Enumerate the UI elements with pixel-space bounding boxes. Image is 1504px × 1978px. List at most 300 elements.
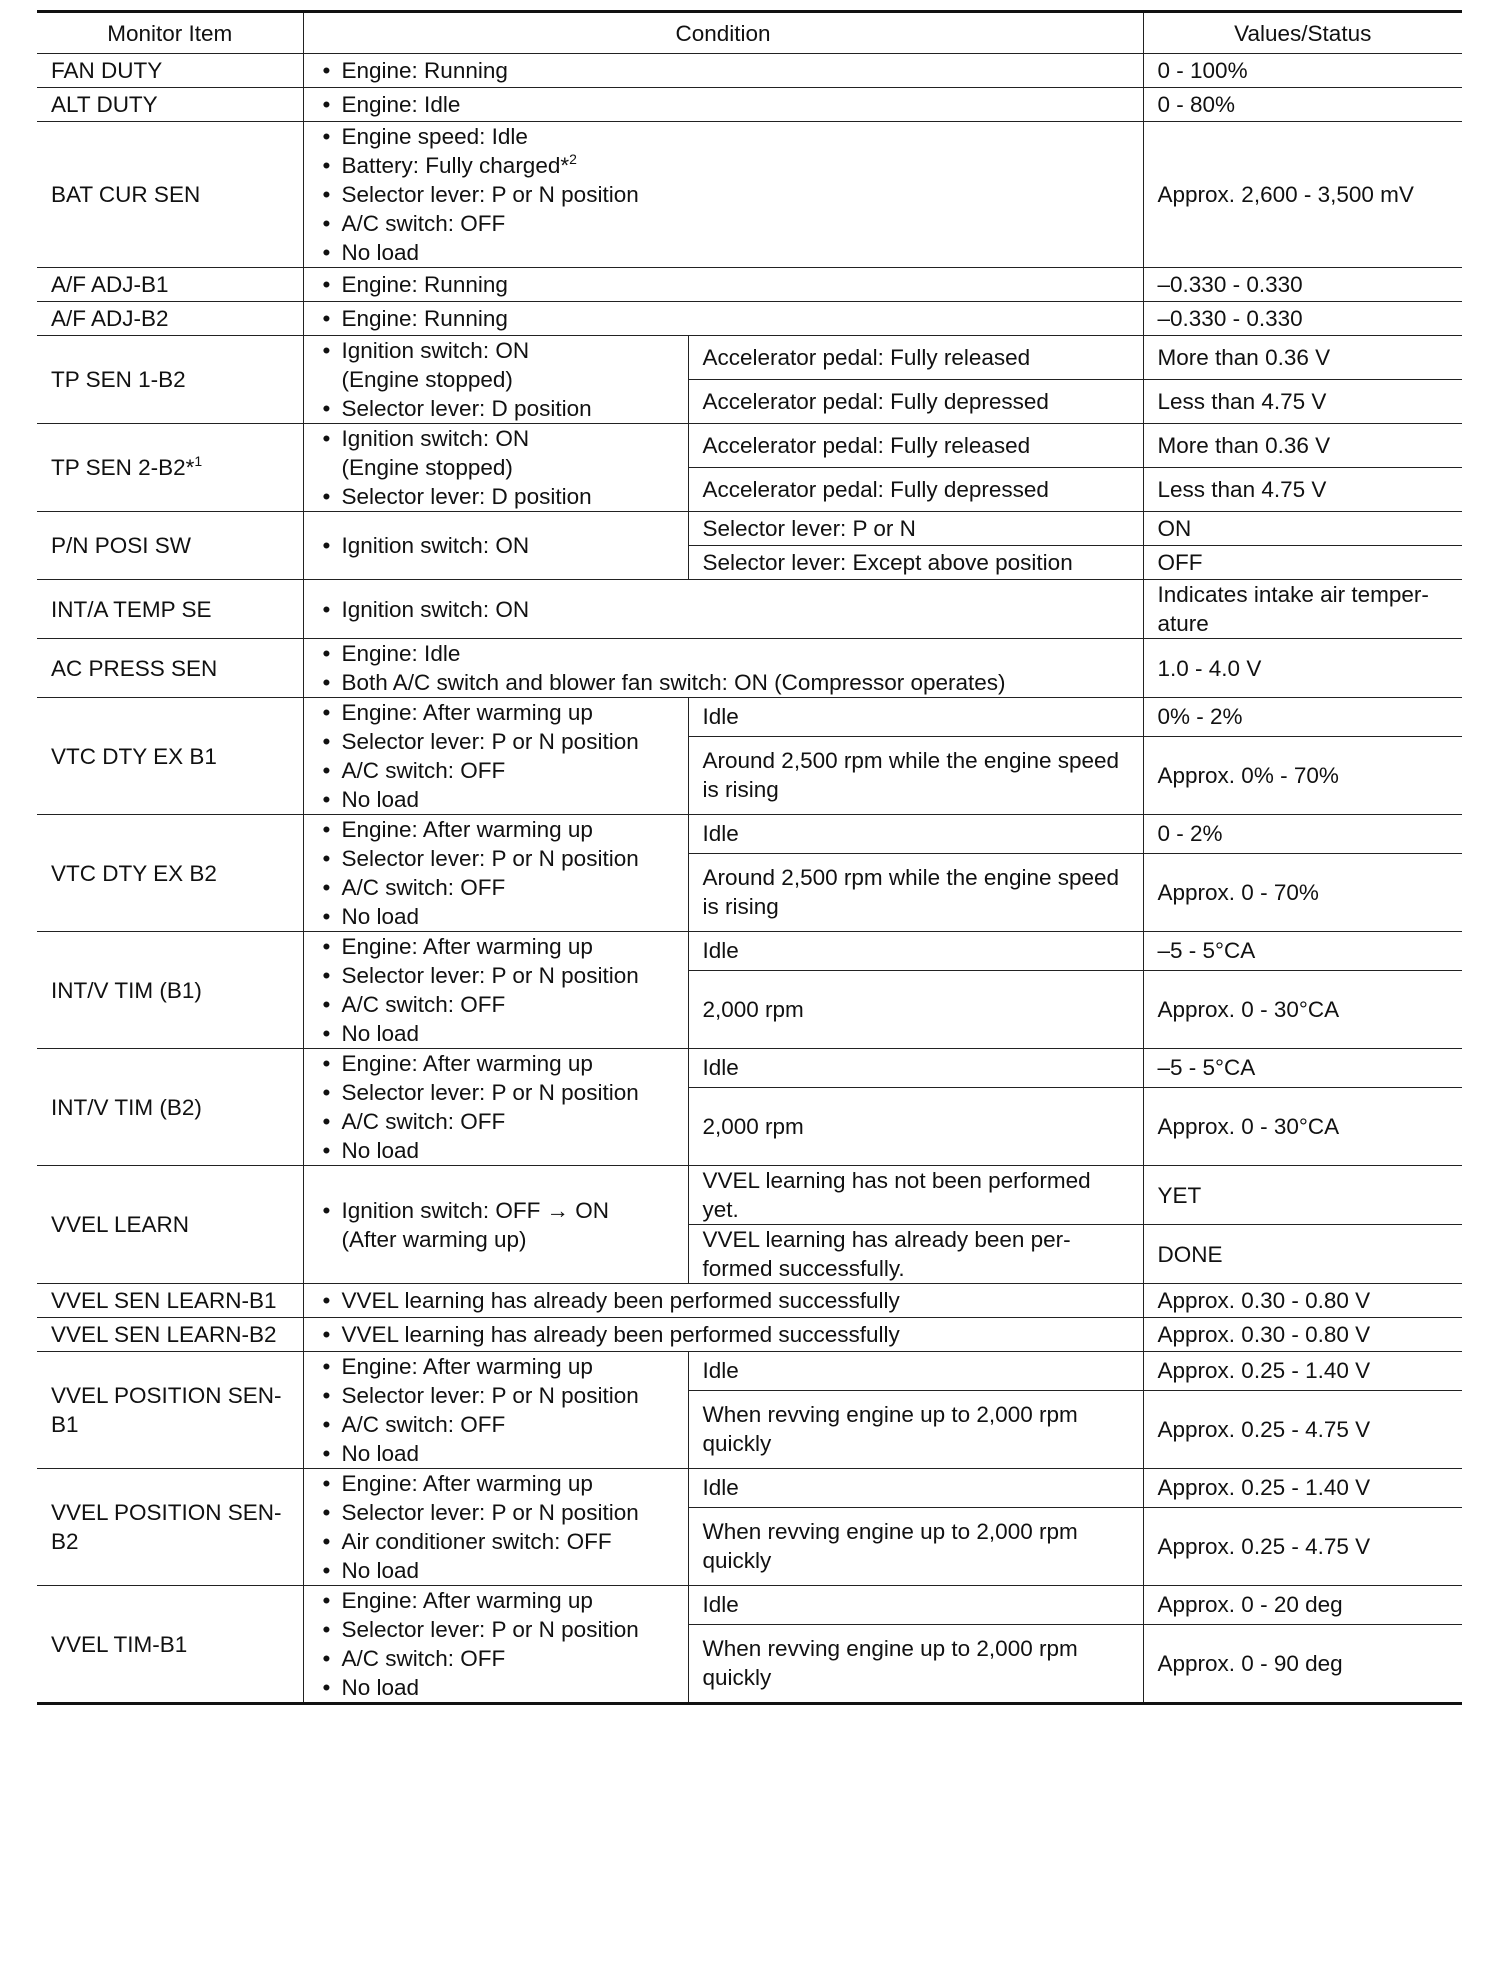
value-text: More than 0.36 V: [1157, 433, 1331, 458]
table-row: [37, 512, 1462, 546]
condition-text: Engine: After warming up: [341, 817, 593, 842]
condition-list: [318, 270, 1129, 299]
condition-text: Engine: Idle: [341, 641, 461, 666]
sub-condition-cell: [688, 970, 1143, 1048]
condition-list: [318, 304, 1129, 333]
sub-condition-text: Accelerator pedal: Fully depressed: [702, 389, 1049, 414]
sub-condition-text: Accelerator pedal: Fully depressed: [702, 477, 1049, 502]
monitor-item-cell: [37, 1284, 303, 1318]
value-cell: [1143, 88, 1462, 122]
condition-item: [318, 238, 1129, 267]
value-text: 0 - 80%: [1157, 92, 1236, 117]
table-row: [37, 424, 1462, 468]
value-text-line: ature: [1157, 611, 1209, 636]
condition-item: [318, 482, 674, 511]
condition-text: Engine: After warming up: [341, 934, 593, 959]
condition-item: [318, 727, 674, 756]
value-cell: [1143, 512, 1462, 546]
value-cell: [1143, 698, 1462, 737]
table-row: [37, 1469, 1462, 1508]
sub-condition-text-line: quickly: [702, 1665, 772, 1691]
condition-cell: [303, 1469, 688, 1586]
condition-text: No load: [341, 1675, 420, 1700]
value-text: Approx. 0.25 - 4.75 V: [1157, 1533, 1371, 1559]
condition-list: [318, 122, 1129, 267]
condition-cell: [303, 302, 1143, 336]
condition-list: [318, 1049, 674, 1165]
sub-condition-cell: [688, 512, 1143, 546]
sub-condition-text-line: When revving engine up to 2,000 rpm: [702, 1636, 1078, 1662]
sub-condition-text: Idle: [702, 821, 739, 847]
sub-condition-cell: [688, 380, 1143, 424]
value-cell: [1143, 580, 1462, 639]
monitor-item-name: INT/A TEMP SE: [51, 596, 212, 622]
condition-text: Ignition switch: ON: [341, 596, 530, 622]
condition-item: [318, 1644, 674, 1673]
value-text: More than 0.36 V: [1157, 345, 1331, 370]
condition-item: [318, 595, 1129, 624]
condition-item: [318, 1107, 674, 1136]
condition-item: [318, 1049, 674, 1078]
condition-item: [318, 56, 1129, 85]
condition-text: Engine: Running: [341, 272, 508, 297]
condition-item: [318, 394, 674, 423]
condition-item: [318, 1556, 674, 1585]
table-row: [37, 302, 1462, 336]
condition-cell: [303, 424, 688, 512]
condition-item: [318, 844, 674, 873]
sub-condition-cell: [688, 698, 1143, 737]
condition-text: A/C switch: OFF: [341, 758, 506, 783]
condition-text: Both A/C switch and blower fan switch: ON (Compressor operates): [341, 670, 1006, 695]
monitor-item-cell: [37, 580, 303, 639]
condition-text: VVEL learning has already been performed successfully: [341, 1288, 900, 1313]
monitor-item-name: VVEL SEN LEARN-B1: [51, 1288, 277, 1313]
monitor-item-cell: [37, 932, 303, 1049]
condition-text: Selector lever: P or N position: [341, 729, 639, 754]
table-row: [37, 1586, 1462, 1625]
sub-condition-cell: [688, 424, 1143, 468]
sub-condition-text-line: VVEL learning has already been per-: [702, 1227, 1071, 1252]
value-text: –0.330 - 0.330: [1157, 272, 1303, 297]
condition-item: [318, 90, 1129, 119]
condition-text: Engine speed: Idle: [341, 124, 528, 149]
condition-text: Selector lever: P or N position: [341, 182, 639, 207]
monitor-item-name: ALT DUTY: [51, 92, 158, 117]
value-text: 0 - 2%: [1157, 821, 1223, 847]
condition-list: [318, 932, 674, 1048]
condition-item: [318, 756, 674, 785]
value-text: Approx. 0 - 30°CA: [1157, 1113, 1340, 1139]
sub-condition-cell: [688, 1352, 1143, 1391]
condition-list: [318, 595, 1129, 624]
condition-text: No load: [341, 904, 420, 929]
monitor-item-name: INT/V TIM (B2): [51, 1094, 202, 1120]
condition-text-line: (After warming up): [341, 1226, 527, 1252]
condition-item: [318, 1352, 674, 1381]
value-cell: [1143, 54, 1462, 88]
value-text: 0 - 100%: [1157, 58, 1248, 83]
monitor-item-name-line: VVEL POSITION SEN-: [51, 1500, 282, 1525]
sub-condition-cell: [688, 932, 1143, 971]
monitor-item-cell: [37, 698, 303, 815]
condition-text: Engine: Running: [341, 306, 508, 331]
condition-list: [318, 336, 674, 423]
condition-list: [318, 1320, 1129, 1349]
sub-condition-text-line: formed successfully.: [702, 1256, 905, 1281]
condition-list: [318, 815, 674, 931]
table-row: [37, 1318, 1462, 1352]
sub-condition-cell: [688, 1166, 1143, 1225]
value-text: Less than 4.75 V: [1157, 389, 1327, 414]
condition-cell: [303, 1284, 1143, 1318]
condition-item: [318, 668, 1129, 697]
condition-text: Engine: After warming up: [341, 1051, 593, 1076]
sub-condition-text: Idle: [702, 1055, 739, 1081]
value-text: YET: [1157, 1182, 1202, 1208]
value-text: Approx. 2,600 - 3,500 mV: [1157, 182, 1414, 207]
monitor-item-cell: [37, 815, 303, 932]
value-cell: [1143, 546, 1462, 580]
condition-text: Air conditioner switch: OFF: [341, 1529, 612, 1554]
value-cell: [1143, 122, 1462, 268]
condition-cell: [303, 932, 688, 1049]
value-text: Approx. 0.25 - 1.40 V: [1157, 1358, 1371, 1384]
value-cell: [1143, 1352, 1462, 1391]
header-monitor-item: Monitor Item: [37, 12, 303, 54]
condition-text: A/C switch: OFF: [341, 875, 506, 900]
condition-item: [318, 1286, 1129, 1315]
condition-item: [318, 1019, 674, 1048]
value-cell: [1143, 380, 1462, 424]
monitor-item-cell: [37, 1352, 303, 1469]
value-cell: [1143, 1507, 1462, 1585]
condition-item: [318, 304, 1129, 333]
condition-list: [318, 1286, 1129, 1315]
monitor-item-cell: [37, 512, 303, 580]
condition-list: [318, 1469, 674, 1585]
condition-item: [318, 180, 1129, 209]
header-row: [37, 12, 1462, 54]
value-text: 1.0 - 4.0 V: [1157, 655, 1262, 681]
monitor-item-cell: [37, 1049, 303, 1166]
condition-item: [318, 698, 674, 727]
sub-condition-text: 2,000 rpm: [702, 996, 804, 1022]
condition-text: Ignition switch: ON: [341, 533, 530, 558]
condition-item: [318, 1136, 674, 1165]
value-text: OFF: [1157, 550, 1203, 575]
condition-cell: [303, 1586, 688, 1704]
condition-list: [318, 56, 1129, 85]
value-cell: [1143, 736, 1462, 814]
sub-condition-cell: [688, 815, 1143, 854]
condition-list: [318, 424, 674, 511]
table-row: [37, 639, 1462, 698]
condition-text: Engine: Idle: [341, 92, 461, 117]
monitor-item-name: INT/V TIM (B1): [51, 977, 202, 1003]
footnote-ref: 1: [194, 453, 203, 469]
condition-cell: [303, 698, 688, 815]
monitor-item-cell: [37, 336, 303, 424]
sub-condition-text: Accelerator pedal: Fully released: [702, 433, 1031, 458]
sub-condition-cell: [688, 1469, 1143, 1508]
table-row: [37, 122, 1462, 268]
sub-condition-cell: [688, 1586, 1143, 1625]
sub-condition-cell: [688, 546, 1143, 580]
monitor-item-name: VVEL LEARN: [51, 1212, 189, 1237]
monitor-item-cell: [37, 639, 303, 698]
table-row: [37, 1049, 1462, 1088]
condition-item: [318, 531, 674, 560]
value-cell: [1143, 639, 1462, 698]
monitor-item-name: VTC DTY EX B1: [51, 743, 217, 769]
monitor-item-cell: [37, 54, 303, 88]
condition-item: [318, 785, 674, 814]
value-text: Approx. 0.25 - 1.40 V: [1157, 1475, 1371, 1501]
condition-text: Selector lever: D position: [341, 396, 592, 421]
condition-item: [318, 336, 674, 394]
footnote-ref: 2: [569, 151, 577, 167]
condition-text: A/C switch: OFF: [341, 1646, 506, 1671]
sub-condition-text: Selector lever: P or N: [702, 516, 916, 541]
value-cell: [1143, 468, 1462, 512]
value-text: –0.330 - 0.330: [1157, 306, 1303, 331]
table-row: [37, 1284, 1462, 1318]
value-cell: [1143, 1586, 1462, 1625]
condition-cell: [303, 815, 688, 932]
value-cell: [1143, 1166, 1462, 1225]
sub-condition-text: Selector lever: Except above position: [702, 550, 1073, 575]
condition-list: [318, 639, 1129, 697]
monitor-item-name-line: VVEL POSITION SEN-: [51, 1383, 282, 1408]
monitor-item-name: A/F ADJ-B2: [51, 306, 169, 331]
sub-condition-text: Idle: [702, 1475, 739, 1501]
condition-cell: [303, 512, 688, 580]
condition-item: [318, 1527, 674, 1556]
monitor-item-name: TP SEN 2-B2*: [51, 455, 195, 480]
condition-item: [318, 1381, 674, 1410]
condition-text: No load: [341, 1021, 420, 1046]
value-cell: [1143, 1469, 1462, 1508]
value-cell: [1143, 1390, 1462, 1468]
condition-text: Engine: After warming up: [341, 1471, 593, 1496]
condition-text: VVEL learning has already been performed successfully: [341, 1322, 900, 1347]
monitor-item-name-line: B2: [51, 1529, 79, 1554]
condition-cell: [303, 1318, 1143, 1352]
value-text: –5 - 5°CA: [1157, 1055, 1256, 1081]
condition-item: [318, 1410, 674, 1439]
sub-condition-text-line: quickly: [702, 1548, 772, 1574]
sub-condition-text-line: quickly: [702, 1431, 772, 1457]
condition-list: [318, 1196, 674, 1254]
condition-text-line: Ignition switch: ON: [341, 426, 530, 451]
monitor-item-cell: [37, 424, 303, 512]
monitor-item-cell: [37, 302, 303, 336]
value-text: Approx. 0 - 90 deg: [1157, 1650, 1343, 1676]
monitor-item-name: VTC DTY EX B2: [51, 860, 217, 886]
monitor-item-name: BAT CUR SEN: [51, 182, 201, 207]
value-text: Approx. 0.30 - 0.80 V: [1157, 1288, 1371, 1313]
value-text: Approx. 0 - 70%: [1157, 879, 1319, 905]
condition-item: [318, 1439, 674, 1468]
table-row: [37, 54, 1462, 88]
sub-condition-text: Idle: [702, 704, 739, 730]
monitor-item-cell: [37, 1318, 303, 1352]
value-cell: [1143, 424, 1462, 468]
monitor-item-name: VVEL TIM-B1: [51, 1631, 188, 1657]
value-text: Approx. 0.30 - 0.80 V: [1157, 1322, 1371, 1347]
condition-cell: [303, 122, 1143, 268]
value-cell: [1143, 815, 1462, 854]
condition-cell: [303, 88, 1143, 122]
condition-text: Selector lever: P or N position: [341, 1617, 639, 1642]
monitor-item-cell: [37, 268, 303, 302]
condition-item: [318, 815, 674, 844]
table-row: [37, 268, 1462, 302]
sub-condition-text-line: is rising: [702, 894, 779, 920]
condition-item: [318, 1078, 674, 1107]
value-text: Approx. 0 - 20 deg: [1157, 1592, 1343, 1618]
value-text: Approx. 0 - 30°CA: [1157, 996, 1340, 1022]
value-cell: [1143, 302, 1462, 336]
condition-item: [318, 1320, 1129, 1349]
sub-condition-cell: [688, 736, 1143, 814]
condition-text: A/C switch: OFF: [341, 992, 506, 1017]
value-cell: [1143, 932, 1462, 971]
condition-cell: [303, 54, 1143, 88]
condition-list: [318, 1586, 674, 1702]
condition-text: Selector lever: P or N position: [341, 1383, 639, 1408]
sub-condition-text-line: VVEL learning has not been performed: [702, 1168, 1091, 1193]
value-cell: [1143, 336, 1462, 380]
monitor-item-cell: [37, 1586, 303, 1704]
condition-item: [318, 902, 674, 931]
condition-text: No load: [341, 787, 420, 812]
condition-text-line: Ignition switch: ON: [341, 338, 530, 363]
sub-condition-text-line: Around 2,500 rpm while the engine speed: [702, 865, 1120, 891]
condition-text-line: (Engine stopped): [341, 367, 513, 392]
condition-text: Engine: After warming up: [341, 1588, 593, 1613]
value-text-line: Indicates intake air temper-: [1157, 582, 1429, 607]
monitor-item-cell: [37, 122, 303, 268]
table-row: [37, 336, 1462, 380]
condition-item: [318, 873, 674, 902]
value-cell: [1143, 970, 1462, 1048]
monitor-item-name: A/F ADJ-B1: [51, 272, 169, 297]
condition-text: No load: [341, 1138, 420, 1163]
condition-item: [318, 932, 674, 961]
condition-item: [318, 270, 1129, 299]
value-text: –5 - 5°CA: [1157, 938, 1256, 964]
value-text: Less than 4.75 V: [1157, 477, 1327, 502]
condition-text: Engine: Running: [341, 58, 508, 83]
value-cell: [1143, 1284, 1462, 1318]
table-row: [37, 88, 1462, 122]
sub-condition-cell: [688, 1390, 1143, 1468]
monitor-item-name: VVEL SEN LEARN-B2: [51, 1322, 277, 1347]
value-text: ON: [1157, 516, 1192, 541]
condition-item: [318, 639, 1129, 668]
sub-condition-text: Idle: [702, 938, 739, 964]
condition-text: Selector lever: P or N position: [341, 963, 639, 988]
sub-condition-text-line: Around 2,500 rpm while the engine speed: [702, 748, 1120, 774]
condition-item: [318, 151, 1129, 180]
value-cell: [1143, 1624, 1462, 1703]
condition-text: A/C switch: OFF: [341, 1109, 506, 1134]
monitor-item-table: [37, 10, 1462, 1705]
monitor-item-name: AC PRESS SEN: [51, 655, 218, 681]
value-text: Approx. 0.25 - 4.75 V: [1157, 1416, 1371, 1442]
condition-text: No load: [341, 1558, 420, 1583]
sub-condition-text: Idle: [702, 1592, 739, 1618]
table-row: [37, 1352, 1462, 1391]
value-cell: [1143, 1318, 1462, 1352]
sub-condition-text-line: yet.: [702, 1197, 739, 1222]
monitor-item-cell: [37, 88, 303, 122]
condition-item: [318, 209, 1129, 238]
sub-condition-cell: [688, 1624, 1143, 1703]
condition-list: [318, 531, 674, 560]
sub-condition-text: Accelerator pedal: Fully released: [702, 345, 1031, 370]
condition-text: A/C switch: OFF: [341, 211, 506, 236]
condition-text: Selector lever: P or N position: [341, 846, 639, 871]
value-text: 0% - 2%: [1157, 704, 1243, 730]
sub-condition-cell: [688, 336, 1143, 380]
condition-item: [318, 1586, 674, 1615]
monitor-item-name: P/N POSI SW: [51, 533, 192, 558]
header-values-status: Values/Status: [1143, 12, 1462, 54]
sub-condition-cell: [688, 853, 1143, 931]
condition-item: [318, 961, 674, 990]
condition-text-line: Ignition switch: OFF → ON: [341, 1197, 610, 1223]
monitor-item-name: FAN DUTY: [51, 58, 163, 83]
condition-text: Engine: After warming up: [341, 700, 593, 725]
table-row: [37, 932, 1462, 971]
header-condition: Condition: [303, 12, 1143, 54]
condition-cell: [303, 268, 1143, 302]
sub-condition-cell: [688, 468, 1143, 512]
condition-list: [318, 90, 1129, 119]
condition-item: [318, 122, 1129, 151]
condition-item: [318, 1469, 674, 1498]
condition-text: Engine: After warming up: [341, 1354, 593, 1379]
value-cell: [1143, 1225, 1462, 1284]
table-row: [37, 1166, 1462, 1225]
condition-text: Selector lever: P or N position: [341, 1500, 639, 1525]
sub-condition-text-line: When revving engine up to 2,000 rpm: [702, 1402, 1078, 1428]
monitor-item-name-line: B1: [51, 1412, 79, 1437]
sub-condition-cell: [688, 1049, 1143, 1088]
table-row: [37, 815, 1462, 854]
condition-cell: [303, 639, 1143, 698]
condition-cell: [303, 1049, 688, 1166]
monitor-item-cell: [37, 1166, 303, 1284]
table-row: [37, 698, 1462, 737]
value-text: Approx. 0% - 70%: [1157, 762, 1339, 788]
condition-text: No load: [341, 240, 420, 265]
condition-cell: [303, 580, 1143, 639]
condition-text: Selector lever: D position: [341, 484, 592, 509]
condition-cell: [303, 336, 688, 424]
sub-condition-text: Idle: [702, 1358, 739, 1384]
value-cell: [1143, 268, 1462, 302]
condition-item: [318, 1498, 674, 1527]
condition-text: Battery: Fully charged*: [341, 153, 570, 178]
value-cell: [1143, 853, 1462, 931]
table-row: [37, 580, 1462, 639]
value-text: DONE: [1157, 1241, 1223, 1267]
sub-condition-cell: [688, 1087, 1143, 1165]
